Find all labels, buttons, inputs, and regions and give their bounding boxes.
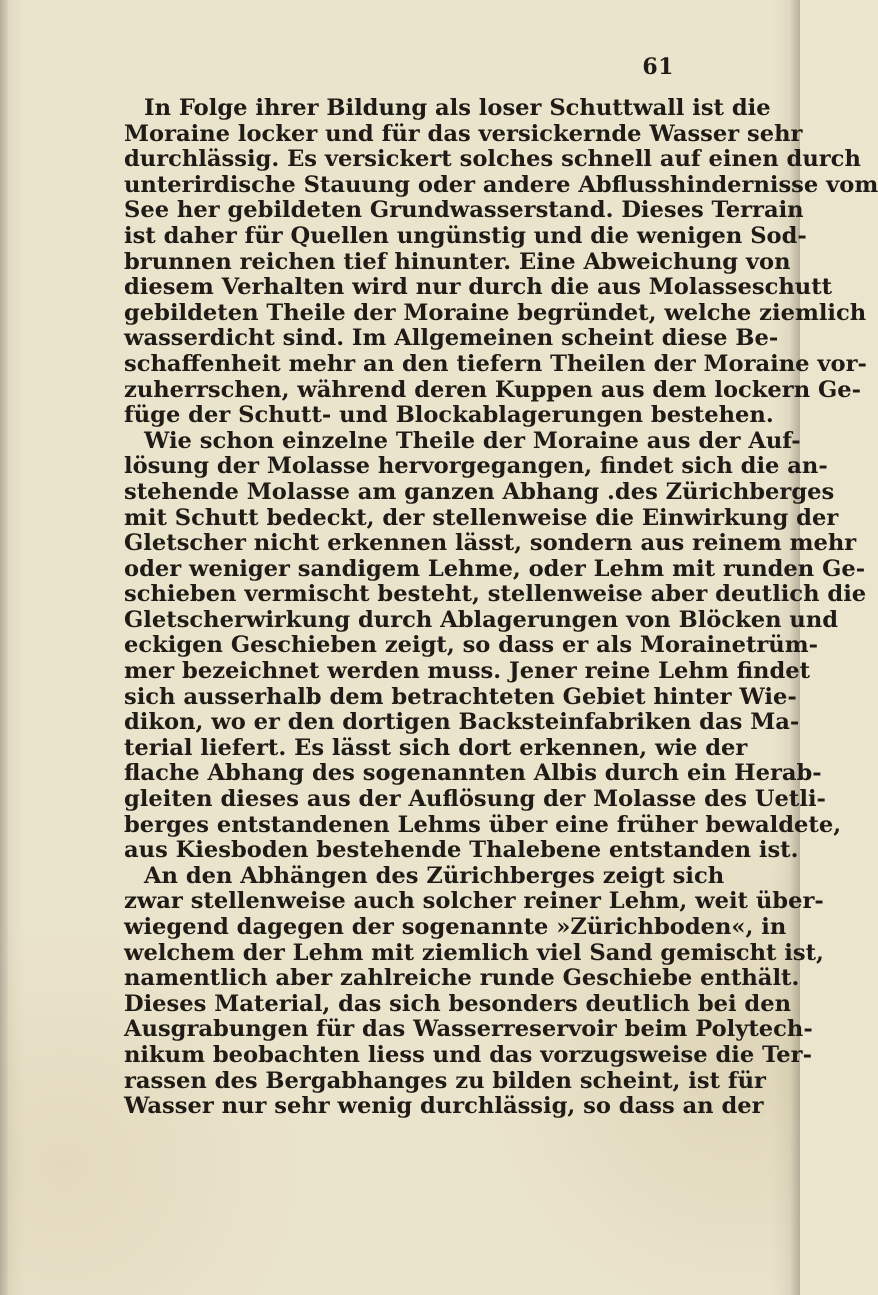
- text-line: durchlässig. Es versickert solches schnell auf einen durch: [124, 146, 861, 173]
- text-line: rassen des Bergabhanges zu bilden scheint, ist für: [124, 1067, 766, 1094]
- text-line: aus Kiesboden bestehende Thalebene entstanden ist.: [124, 837, 799, 864]
- text-line: ist daher für Quellen ungünstig und die wenigen Sod-: [124, 222, 807, 249]
- text-line: In Folge ihrer Bildung als loser Schuttwall ist die: [144, 95, 771, 121]
- text-line: gebildeten Theile der Moraine begründet, welche ziemlich: [124, 299, 867, 326]
- text-line: wasserdicht sind. Im Allgemeinen scheint diese Be-: [124, 325, 779, 352]
- text-line: füge der Schutt- und Blockablagerungen bestehen.: [124, 402, 774, 429]
- text-line: dikon, wo er den dortigen Backsteinfabriken das Ma-: [124, 709, 800, 736]
- text-line: mit Schutt bedeckt, der stellenweise die Einwirkung der: [124, 504, 839, 531]
- text-line: eckigen Geschieben zeigt, so dass er als Morainetrüm-: [124, 632, 818, 659]
- text-line: wiegend dagegen der sogenannte »Zürichboden«, in: [124, 914, 787, 940]
- text-line: oder weniger sandigem Lehme, oder Lehm mit runden Ge-: [124, 555, 866, 582]
- text-line: unterirdische Stauung oder andere Abflusshindernisse vom: [124, 171, 878, 198]
- text-line: schieben vermischt besteht, stellenweise aber deutlich die: [124, 581, 867, 608]
- text-line: welchem der Lehm mit ziemlich viel Sand gemischt ist,: [124, 939, 824, 966]
- text-line: schaffenheit mehr an den tiefern Theilen der Moraine vor-: [124, 350, 867, 377]
- text-line: zuherrschen, während deren Kuppen aus dem lockern Ge-: [124, 376, 862, 403]
- text-line: Ausgrabungen für das Wasserreservoir beim Polytech-: [124, 1016, 813, 1043]
- text-line: sich ausserhalb dem betrachteten Gebiet hinter Wie-: [124, 683, 797, 710]
- text-line: gleiten dieses aus der Auflösung der Molasse des Uetli-: [124, 786, 826, 813]
- text-line: Wie schon einzelne Theile der Moraine aus der Auf-: [144, 427, 801, 454]
- text-line: zwar stellenweise auch solcher reiner Lehm, weit über-: [124, 888, 824, 915]
- text-line: berges entstandenen Lehms über eine früher bewaldete,: [124, 811, 842, 838]
- text-line: An den Abhängen des Zürichberges zeigt sich: [144, 862, 725, 889]
- page-left-edge: [0, 0, 8, 1295]
- text-line: diesem Verhalten wird nur durch die aus Molasseschutt: [124, 274, 833, 301]
- text-line: Dieses Material, das sich besonders deutlich bei den: [124, 990, 792, 1017]
- text-line: terial liefert. Es lässt sich dort erkennen, wie der: [124, 734, 748, 761]
- text-line: See her gebildeten Grundwasserstand. Dieses Terrain: [124, 197, 804, 224]
- text-line: Moraine locker und für das versickernde Wasser sehr: [124, 120, 803, 147]
- text-line: Gletscher nicht erkennen lässt, sondern aus reinem mehr: [124, 530, 857, 557]
- text-line: stehende Molasse am ganzen Abhang .des Zürichberges: [124, 478, 835, 505]
- text-line: Gletscherwirkung durch Ablagerungen von Blöcken und: [124, 606, 839, 633]
- text-line: flache Abhang des sogenannten Albis durch ein Herab-: [124, 760, 822, 787]
- page-number: 61: [642, 54, 674, 80]
- text-line: brunnen reichen tief hinunter. Eine Abweichung von: [124, 248, 791, 275]
- text-line: mer bezeichnet werden muss. Jener reine Lehm findet: [124, 658, 811, 685]
- text-line: namentlich aber zahlreiche runde Geschiebe enthält.: [124, 965, 800, 992]
- body-text: [124, 95, 878, 1120]
- text-line: nikum beobachten liess und das vorzugsweise die Ter-: [124, 1041, 812, 1068]
- text-line: Wasser nur sehr wenig durchlässig, so dass an der: [124, 1093, 764, 1120]
- text-line: lösung der Molasse hervorgegangen, findet sich die an-: [124, 453, 828, 480]
